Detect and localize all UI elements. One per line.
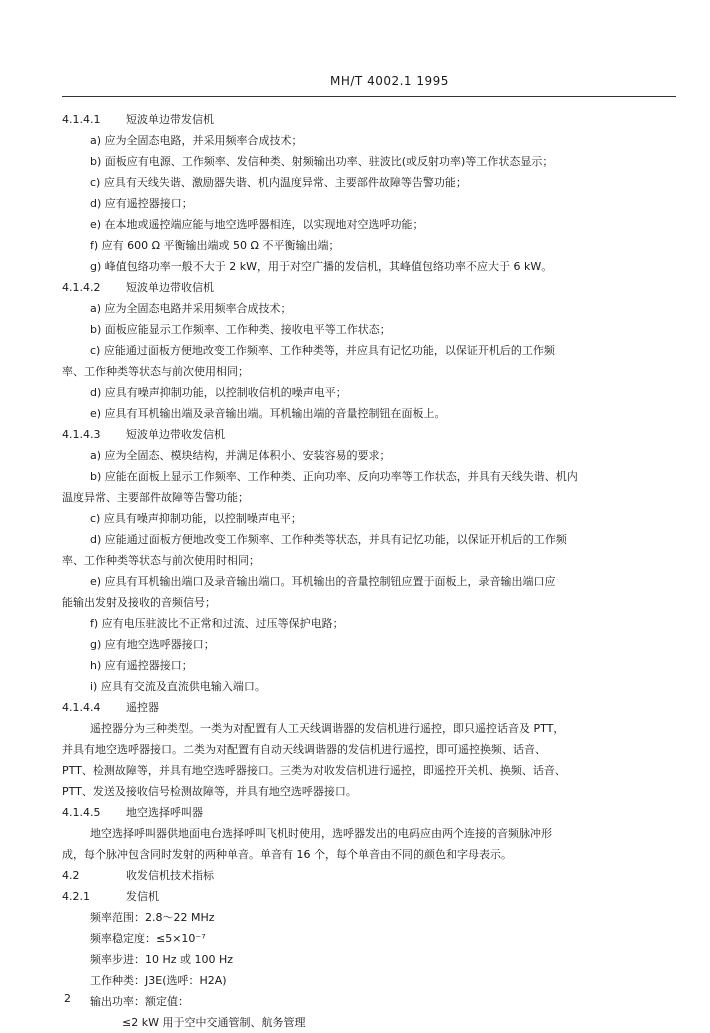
line-text: 地空选择呼叫器 [126, 806, 203, 819]
text-line [62, 214, 672, 235]
section-number: 4.2 [62, 869, 80, 882]
line-text: e) 应具有耳机输出端口及录音输出端口。耳机输出的音量控制钮应置于面板上，录音输出端口应 [90, 575, 556, 588]
text-line [62, 907, 672, 928]
line-text: 输出功率：额定值： [90, 995, 189, 1008]
text-line [62, 382, 672, 403]
line-text: 短波单边带收发信机 [126, 428, 225, 441]
text-line [62, 949, 672, 970]
section-heading [62, 865, 672, 886]
text-line [62, 592, 672, 613]
line-text: 成，每个脉冲包含同时发射的两种单音。单音有 16 个，每个单音由不同的颜色和字母表示。 [62, 848, 512, 861]
line-text: 遥控器分为三种类型。一类为对配置有人工天线调谐器的发信机进行遥控，即只遥控话音及 PTT， [90, 722, 565, 735]
text-line [62, 256, 672, 277]
text-line [62, 298, 672, 319]
line-text: 地空选择呼叫器供地面电台选择呼叫飞机时使用，选呼器发出的电码应由两个连接的音频脉冲形 [90, 827, 552, 840]
text-line [62, 319, 672, 340]
text-line [62, 844, 672, 865]
text-line [62, 172, 672, 193]
line-text: a) 应为全固态电路，并采用频率合成技术； [90, 134, 303, 147]
line-text: e) 应具有耳机输出端及录音输出端。耳机输出端的音量控制钮在面板上。 [90, 407, 446, 420]
line-text: d) 应具有噪声抑制功能，以控制收信机的噪声电平； [90, 386, 347, 399]
line-text: 频率稳定度：≤5×10⁻⁷ [90, 932, 206, 945]
text-line [62, 970, 672, 991]
line-text: g) 应有地空选呼器接口； [90, 638, 215, 651]
line-text: c) 应能通过面板方便地改变工作频率、工作种类等，并应具有记忆功能，以保证开机后的工作频 [90, 344, 555, 357]
line-text: 温度异常、主要部件故障等告警功能； [62, 491, 249, 504]
line-text: 频率范围：2.8～22 MHz [90, 911, 215, 924]
text-line [62, 655, 672, 676]
text-line [62, 235, 672, 256]
section-heading [62, 886, 672, 907]
line-text: 工作种类：J3E(选呼：H2A) [90, 974, 227, 987]
text-line [62, 466, 672, 487]
text-line [62, 991, 672, 1012]
line-text: 发信机 [126, 890, 159, 903]
text-line [62, 550, 672, 571]
line-text: 短波单边带收信机 [126, 281, 214, 294]
text-line [62, 193, 672, 214]
text-line [62, 823, 672, 844]
section-heading [62, 109, 672, 130]
line-text: PTT、检测故障等，并具有地空选呼器接口。三类为对收发信机进行遥控，即遥控开关机、换频、话音、 [62, 764, 566, 777]
line-text: d) 应能通过面板方便地改变工作频率、工作种类等状态，并具有记忆功能，以保证开机后的工作频 [90, 533, 567, 546]
text-line [62, 676, 672, 697]
text-line [62, 130, 672, 151]
text-line [62, 613, 672, 634]
line-text: 遥控器 [126, 701, 159, 714]
line-text: 频率步进：10 Hz 或 100 Hz [90, 953, 234, 966]
line-text: b) 面板应有电源、工作频率、发信种类、射频输出功率、驻波比(或反射功率)等工作状态显示； [90, 155, 554, 168]
text-line [62, 529, 672, 550]
text-line [62, 634, 672, 655]
line-text: 率、工作种类等状态与前次使用相同； [62, 365, 249, 378]
section-number: 4.1.4.2 [62, 281, 101, 294]
text-line [62, 487, 672, 508]
section-number: 4.1.4.1 [62, 113, 101, 126]
section-number: 4.1.4.5 [62, 806, 101, 819]
line-text: 能输出发射及接收的音频信号； [62, 596, 216, 609]
line-text: d) 应有遥控器接口； [90, 197, 193, 210]
line-text: 短波单边带发信机 [126, 113, 214, 126]
line-text: g) 峰值包络功率一般不大于 2 kW，用于对空广播的发信机，其峰值包络功率不应大于 6 kW。 [90, 260, 553, 273]
line-text: a) 应为全固态、模块结构，并满足体积小、安装容易的要求； [90, 449, 391, 462]
text-line [62, 739, 672, 760]
line-text: c) 应具有噪声抑制功能，以控制噪声电平； [90, 512, 302, 525]
text-line [62, 781, 672, 802]
section-heading [62, 424, 672, 445]
line-text: 收发信机技术指标 [126, 869, 214, 882]
line-text: i) 应具有交流及直流供电输入端口。 [90, 680, 266, 693]
standard-code-header: MH/T 4002.1 1995 [330, 74, 449, 88]
text-line [62, 445, 672, 466]
section-number: 4.1.4.3 [62, 428, 101, 441]
line-text: a) 应为全固态电路并采用频率合成技术； [90, 302, 292, 315]
line-text: 率、工作种类等状态与前次使用时相同； [62, 554, 260, 567]
section-number: 4.1.4.4 [62, 701, 101, 714]
line-text: b) 面板应能显示工作频率、工作种类、接收电平等工作状态； [90, 323, 391, 336]
line-text: c) 应具有天线失谐、激励器失谐、机内温度异常、主要部件故障等告警功能； [90, 176, 467, 189]
page-number: 2 [64, 992, 71, 1005]
text-line [62, 508, 672, 529]
text-line [62, 361, 672, 382]
section-heading [62, 802, 672, 823]
line-text: f) 应有电压驻波比不正常和过流、过压等保护电路； [90, 617, 344, 630]
text-line [62, 403, 672, 424]
line-text: ≤2 kW 用于空中交通管制、航务管理 [122, 1016, 306, 1029]
line-text: b) 应能在面板上显示工作频率、工作种类、正向功率、反向功率等工作状态，并具有天线失谐、机内 [90, 470, 578, 483]
line-text: h) 应有遥控器接口； [90, 659, 193, 672]
line-text: 并具有地空选呼器接口。二类为对配置有自动天线调谐器的发信机进行遥控，即可遥控换频、话音、 [62, 743, 546, 756]
text-line [62, 928, 672, 949]
line-text: PTT、发送及接收信号检测故障等，并具有地空选呼器接口。 [62, 785, 357, 798]
section-heading [62, 277, 672, 298]
text-line [62, 340, 672, 361]
line-text: f) 应有 600 Ω 平衡输出端或 50 Ω 不平衡输出端； [90, 239, 340, 252]
text-line [62, 151, 672, 172]
text-line [62, 1012, 672, 1033]
line-text: e) 在本地或遥控端应能与地空选呼器相连，以实现地对空选呼功能； [90, 218, 424, 231]
text-line [62, 718, 672, 739]
header-rule [62, 96, 676, 97]
document-body [62, 109, 672, 1033]
section-number: 4.2.1 [62, 890, 90, 903]
text-line [62, 760, 672, 781]
text-line [62, 571, 672, 592]
section-heading [62, 697, 672, 718]
